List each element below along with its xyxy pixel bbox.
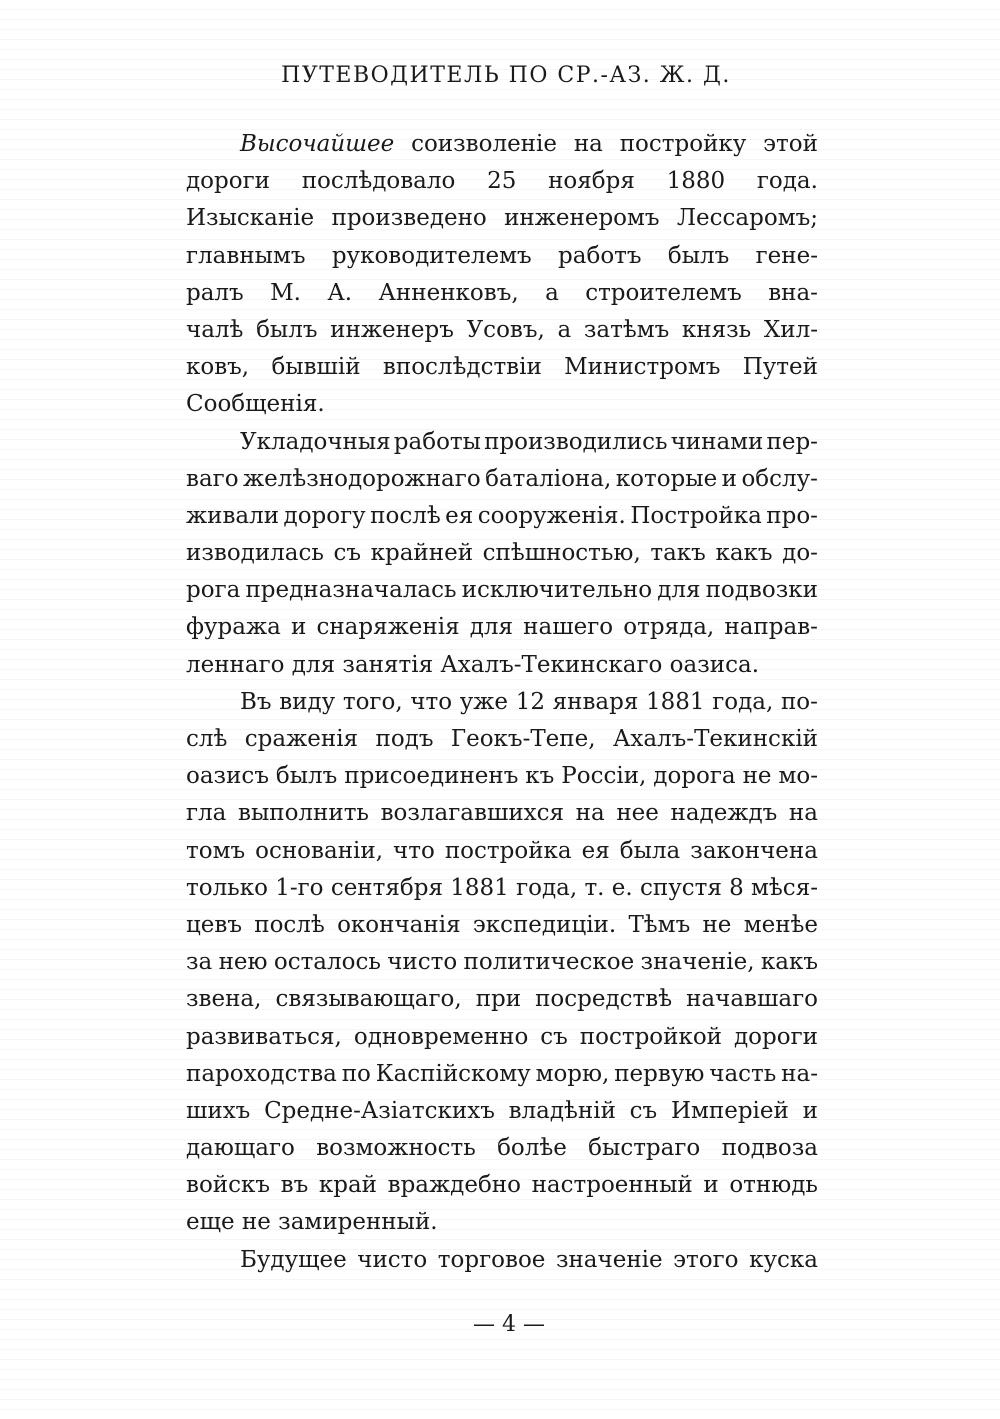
- word: уже: [459, 688, 509, 715]
- word: работъ: [558, 242, 642, 269]
- word: морю,: [535, 1060, 610, 1087]
- word: была: [619, 837, 681, 864]
- word: Анненковъ,: [378, 279, 519, 306]
- word: основаніи,: [255, 837, 384, 864]
- word: Ахалъ-Текинскій: [612, 726, 818, 752]
- text-line: [186, 1093, 818, 1130]
- word: чинами: [670, 428, 764, 455]
- word: Хил-: [763, 316, 818, 343]
- word: и: [290, 614, 307, 641]
- word: ноября: [548, 168, 635, 195]
- word: ковъ,: [186, 354, 250, 381]
- text-line: Сообщенія.: [186, 391, 325, 418]
- word: мо-: [778, 763, 818, 790]
- word: съ: [540, 1023, 568, 1050]
- word: какъ: [760, 949, 818, 976]
- word: затѣмъ: [583, 316, 670, 343]
- word: живали: [186, 502, 280, 529]
- word: направ-: [724, 614, 818, 641]
- text-line: [186, 498, 818, 535]
- word: шихъ: [186, 1097, 251, 1124]
- word: начавшаго: [686, 986, 818, 1013]
- word: строителемъ: [585, 279, 742, 306]
- running-header: ПУТЕВОДИТЕЛЬ ПО СР.-АЗ. Ж. Д.: [281, 63, 731, 88]
- word: былъ: [256, 316, 318, 343]
- word: этой: [763, 131, 818, 157]
- text-line: [186, 424, 818, 461]
- word: впослѣдствіи: [382, 354, 542, 381]
- word: закончена: [690, 837, 818, 864]
- word: послѣ: [254, 911, 325, 938]
- word: Въ: [240, 688, 272, 715]
- word: января: [552, 688, 639, 715]
- word: пароходства: [186, 1060, 337, 1087]
- word: про-: [766, 502, 818, 529]
- word: инженеръ: [330, 316, 454, 343]
- word: 25: [487, 168, 517, 195]
- text-line: [186, 684, 818, 721]
- word: надеждъ: [670, 800, 778, 827]
- word: Министромъ: [564, 354, 721, 381]
- word: сентября: [330, 874, 443, 901]
- word: постройка: [444, 837, 572, 864]
- word: край: [318, 1172, 377, 1199]
- text-line: [186, 572, 818, 609]
- word: соизволеніе: [411, 131, 557, 157]
- word: князь: [681, 316, 752, 343]
- word: года,: [516, 874, 578, 901]
- text-line: [186, 833, 818, 870]
- word: Каспійскому: [375, 1060, 531, 1087]
- text-line: [186, 721, 818, 758]
- word: главнымъ: [186, 242, 306, 269]
- word: болѣе: [497, 1135, 567, 1162]
- word: слѣ: [186, 726, 228, 752]
- word: оазисъ: [186, 763, 269, 790]
- word: какъ: [715, 540, 773, 567]
- word: спѣшностью,: [482, 540, 641, 567]
- word: Постройка: [630, 502, 762, 529]
- text-line: [186, 907, 818, 944]
- word: 1881: [450, 874, 509, 901]
- word: а: [545, 279, 559, 306]
- word: отряда,: [623, 614, 715, 641]
- word: ваго: [186, 465, 239, 492]
- word: постройкой: [579, 1023, 723, 1050]
- word: по-: [780, 688, 818, 715]
- word: что: [410, 688, 453, 715]
- word: быстраго: [588, 1135, 701, 1162]
- word: фуража: [186, 614, 281, 641]
- word: этого: [673, 1246, 739, 1273]
- word: баталіона,: [485, 465, 612, 492]
- word: значеніе: [555, 1246, 663, 1273]
- word: инженеромъ: [504, 205, 660, 232]
- word: Будущее: [240, 1246, 347, 1273]
- word: развиваться,: [186, 1023, 342, 1050]
- text-line: леннаго для занятія Ахалъ-Текинскаго оазиса.: [186, 651, 760, 678]
- word: окончанія: [337, 911, 461, 938]
- word: на-: [781, 1060, 818, 1087]
- word: желѣзнодорожнаго: [243, 465, 481, 492]
- word: произведено: [331, 205, 487, 232]
- word: подвоза: [721, 1135, 818, 1162]
- word: нею: [218, 949, 268, 976]
- word: Средне-Азіатскихъ: [264, 1097, 495, 1124]
- word: куска: [749, 1246, 818, 1273]
- word: первую: [614, 1060, 705, 1087]
- word: нее: [616, 800, 659, 827]
- text-line: [186, 795, 818, 832]
- word: присоединенъ: [344, 763, 519, 790]
- word: томъ: [186, 837, 246, 864]
- text-line: [186, 349, 818, 386]
- word: въ: [280, 1172, 309, 1199]
- word: снаряженія: [316, 614, 460, 641]
- word: крайней: [370, 540, 474, 567]
- word: не: [702, 911, 732, 938]
- word: и: [703, 1172, 719, 1199]
- word: былъ: [667, 242, 730, 269]
- word: политическое: [463, 949, 635, 976]
- word: дорога: [653, 763, 736, 790]
- text-line: [186, 163, 818, 200]
- text-line: [186, 758, 818, 795]
- word: обслу-: [741, 465, 818, 492]
- body-text: [186, 126, 818, 1279]
- text-line: [186, 1130, 818, 1167]
- word: чисто: [357, 1246, 428, 1273]
- text-line: [186, 1167, 818, 1204]
- word: Россіи,: [561, 763, 647, 790]
- word: на: [788, 800, 818, 827]
- word: выполнить: [238, 800, 369, 827]
- word: дорогу: [283, 502, 366, 529]
- word: за: [186, 949, 213, 976]
- word: и: [721, 465, 737, 492]
- word: менѣе: [743, 911, 818, 938]
- text-line: [186, 126, 818, 163]
- word: осталось: [273, 949, 381, 976]
- word: спустя: [639, 874, 722, 901]
- word: на: [573, 131, 603, 157]
- word: подвозки: [705, 577, 818, 604]
- page-number: — 4 —: [473, 1312, 545, 1337]
- word: Изысканіе: [186, 205, 315, 232]
- word: для: [657, 577, 701, 604]
- word: сраженія: [244, 726, 359, 752]
- word: е.: [611, 874, 633, 901]
- word: сооруженія.: [477, 502, 626, 529]
- text-line: [186, 1056, 818, 1093]
- word: М.: [270, 279, 301, 306]
- text-line: [186, 275, 818, 312]
- word: посредствѣ: [535, 986, 673, 1013]
- word: одновременно: [353, 1023, 529, 1050]
- word: возлагавшихся: [380, 800, 565, 827]
- text-line: [186, 535, 818, 572]
- text-line: [186, 944, 818, 981]
- word: послѣдовало: [301, 168, 456, 195]
- text-line: [186, 981, 818, 1018]
- word: мѣся-: [751, 874, 818, 901]
- word: руководителемъ: [331, 242, 532, 269]
- word: дающаго: [186, 1135, 295, 1162]
- word: отнюдь: [729, 1172, 818, 1199]
- word: которые: [615, 465, 718, 492]
- word: звена,: [186, 986, 262, 1013]
- word: производились: [484, 428, 668, 455]
- word: года.: [756, 168, 818, 195]
- word: часть: [709, 1060, 777, 1087]
- word: при: [475, 986, 522, 1013]
- word: былъ: [275, 763, 338, 790]
- word: гене-: [755, 242, 818, 269]
- text-line: еще не замиренный.: [186, 1209, 438, 1236]
- word: 1880: [666, 168, 726, 195]
- word: рога: [186, 577, 241, 604]
- word: цевъ: [186, 911, 242, 938]
- word: дороги: [733, 1023, 818, 1050]
- word: а: [557, 316, 572, 343]
- word: по: [341, 1060, 371, 1087]
- word: Тѣмъ: [628, 911, 691, 938]
- word: вна-: [768, 279, 818, 306]
- word: торговое: [437, 1246, 546, 1273]
- word: экспедиціи.: [472, 911, 617, 938]
- text-line: [186, 870, 818, 907]
- word: возможность: [316, 1135, 476, 1162]
- word: подъ: [375, 726, 434, 752]
- word: пер-: [766, 428, 818, 455]
- word: Укладочныя: [240, 428, 391, 455]
- word: Путей: [742, 354, 818, 381]
- word: года,: [712, 688, 774, 715]
- word: враждебно: [387, 1172, 521, 1199]
- word: настроенный: [531, 1172, 693, 1199]
- word: Усовъ,: [466, 316, 545, 343]
- word: и: [802, 1097, 818, 1124]
- word: на: [575, 800, 605, 827]
- word: 1881: [646, 688, 705, 715]
- word: Геокъ-Тепе,: [450, 726, 596, 752]
- word: съ: [629, 1097, 658, 1124]
- word: изводилась: [186, 540, 324, 567]
- word: ея: [445, 502, 474, 529]
- word: чисто: [387, 949, 458, 976]
- word: того,: [342, 688, 403, 715]
- word: чалѣ: [186, 316, 244, 343]
- word: ралъ: [186, 279, 244, 306]
- word: предназначалась: [245, 577, 457, 604]
- word: 1-го: [275, 874, 324, 901]
- word: Лессаромъ;: [676, 205, 818, 232]
- word: работы: [393, 428, 481, 455]
- text-line: [186, 200, 818, 237]
- word: виду: [279, 688, 336, 715]
- word: связывающаго,: [275, 986, 462, 1013]
- word: только: [186, 874, 268, 901]
- word: бывшій: [271, 354, 361, 381]
- word: исключительно: [461, 577, 653, 604]
- word: значеніе,: [640, 949, 755, 976]
- text-line: [186, 461, 818, 498]
- word: 12: [515, 688, 545, 715]
- text-line: [186, 238, 818, 275]
- word: постройку: [619, 131, 747, 157]
- text-line: [186, 609, 818, 646]
- word: такъ: [650, 540, 706, 567]
- text-line: [186, 1019, 818, 1056]
- word: владѣній: [508, 1097, 616, 1124]
- word: послѣ: [370, 502, 441, 529]
- word: Имперіей: [670, 1097, 789, 1124]
- word: до-: [782, 540, 818, 567]
- word: что: [393, 837, 435, 864]
- word: съ: [333, 540, 362, 567]
- text-line: [186, 1242, 818, 1279]
- word: А.: [327, 279, 353, 306]
- word: дороги: [186, 168, 270, 195]
- emphasized-word: Высочайшее: [240, 131, 395, 157]
- text-line: [186, 312, 818, 349]
- word: т.: [584, 874, 605, 901]
- word: ея: [581, 837, 610, 864]
- word: не: [742, 763, 772, 790]
- word: гла: [186, 800, 227, 827]
- word: къ: [525, 763, 555, 790]
- word: нашего: [523, 614, 614, 641]
- word: войскъ: [186, 1172, 271, 1199]
- word: для: [469, 614, 514, 641]
- word: 8: [729, 874, 744, 901]
